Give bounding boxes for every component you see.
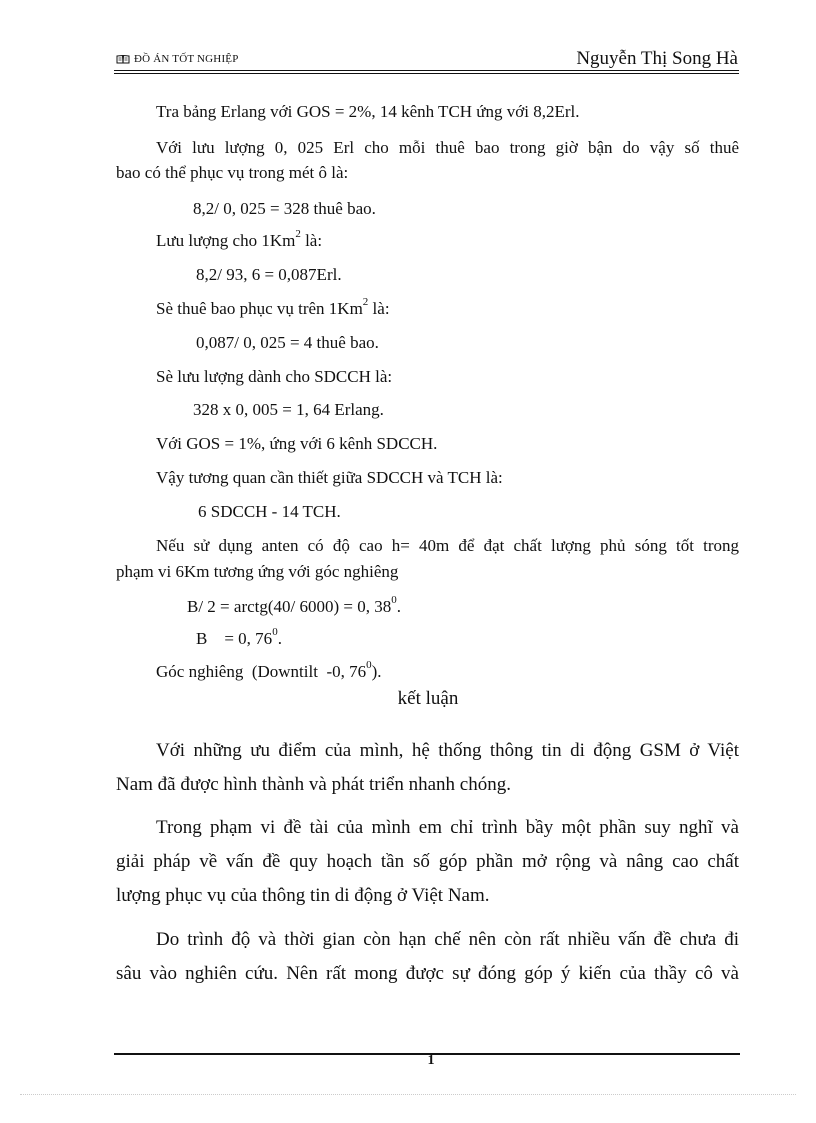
formula-line: 6 SDCCH - 14 TCH. [198,502,341,521]
text-line: Sè lưu lượng dành cho SDCCH là: [156,367,393,386]
formula-line: 0,087/ 0, 025 = 4 thuê bao. [196,333,379,352]
text-line: Với GOS = 1%, ứng với 6 kênh SDCCH. [156,434,438,453]
formula-line: 328 x 0, 005 = 1, 64 Erlang. [193,400,384,419]
paragraph-line: sâu vào nghiên cứu. Nên rất mong được sự đóng góp ý kiến của thầy cô và [116,963,739,984]
text-line: Vậy tương quan cần thiết giữa SDCCH và TCH là: [156,468,503,487]
header-title: ĐỒ ÁN TỐT NGHIỆP [134,53,239,65]
paragraph-line: Nam đã được hình thành và phát triển nhanh chóng. [116,774,511,795]
book-icon [116,54,130,64]
text-line: Góc nghiêng (Downtilt -0, $76^0$). [156,659,382,681]
header-rule-thin [114,73,739,74]
formula-line: B/ 2 = arctg(40/ 6000) = 0, $38^0$. [187,594,402,616]
text-line: Tra bảng Erlang với GOS = 2%, 14 kênh TCH ứng với 8,2Erl. [156,102,580,121]
paragraph-line: Do trình độ và thời gian còn hạn chế nên còn rất nhiều vấn đề chưa đi [156,929,739,950]
paragraph-line: Trong phạm vi đề tài của mình em chỉ trình bầy một phần suy nghĩ và [156,817,739,838]
text-line: Sè thuê bao phục vụ trên 1Km$^2$ là: [156,296,390,318]
text-line: Với lưu lượng 0, 025 Erl cho mỗi thuê bao trong giờ bận do vậy số thuê [156,138,739,157]
text-line: bao có thể phục vụ trong mét ô là: [116,163,349,182]
header-left [116,53,239,65]
text-line: phạm vi 6Km tương ứng với góc nghiêng [116,562,399,581]
header-rule [114,70,739,71]
header-author: Nguyễn Thị Song Hà [576,48,738,69]
text-line: Nếu sử dụng anten có độ cao h= 40m để đạt chất lượng phủ sóng tốt trong [156,536,739,555]
text-line: Lưu lượng cho 1Km$^2$ là: [156,228,323,250]
formula-line: 8,2/ 0, 025 = 328 thuê bao. [193,199,376,218]
formula-line: 8,2/ 93, 6 = 0,087Erl. [196,265,342,284]
section-heading: kết luận [397,688,459,709]
formula-line: B = 0, $76^0$. [196,626,282,648]
paragraph-line: lượng phục vụ của thông tin di động ở Việt Nam. [116,885,490,906]
page-number: 1 [427,1053,435,1068]
paragraph-line: giải pháp về vấn đề quy hoạch tần số góp phần mở rộng và nâng cao chất [116,851,739,872]
paragraph-line: Với những ưu điểm của mình, hệ thống thông tin di động GSM ở Việt [156,740,739,761]
page-edge-divider [20,1094,796,1095]
